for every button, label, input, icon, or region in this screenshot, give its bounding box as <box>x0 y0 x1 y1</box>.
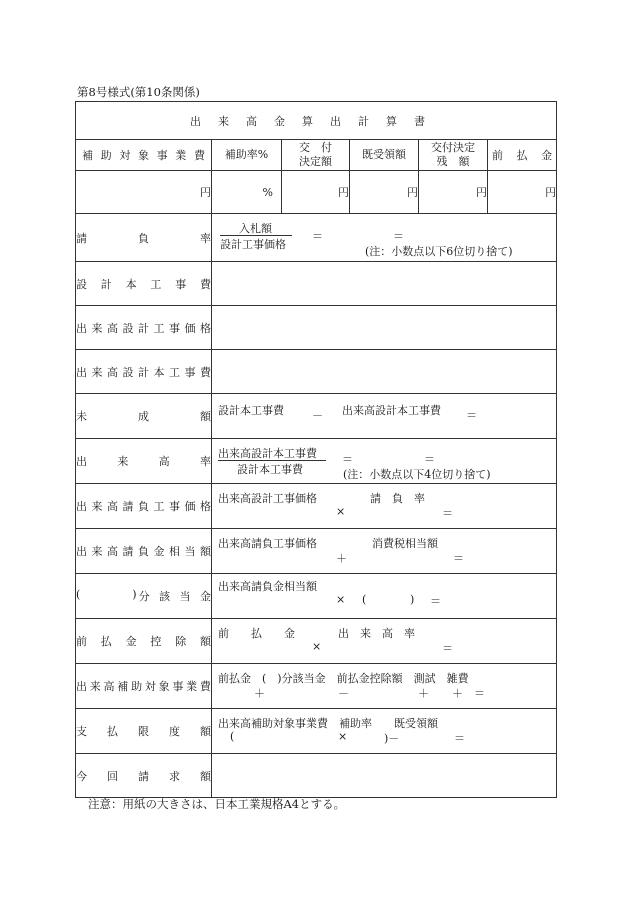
target-cost-value[interactable] <box>76 171 212 214</box>
output-contract-amount-label <box>76 529 212 574</box>
contract-rate-label <box>76 214 212 262</box>
label-char: 設 <box>122 321 134 335</box>
output-contract-amount-term2: 消費税相当額 <box>372 537 438 550</box>
label-char: 業 <box>175 149 187 162</box>
share-op: × <box>336 593 346 606</box>
label-char: 費 <box>199 680 211 693</box>
share-label-paren-close: ) <box>132 588 137 601</box>
label-char: 本 <box>125 277 137 291</box>
label-char: 成 <box>138 410 149 423</box>
label-char: 事 <box>184 365 196 379</box>
output-rate-eq1: ＝ <box>342 453 353 466</box>
label-char: 負 <box>138 545 149 558</box>
label-char: 象 <box>158 680 170 693</box>
unfinished-term2: 出来高設計本工事費 <box>342 404 441 417</box>
header-grant-decision <box>282 140 350 171</box>
label-char: 額 <box>199 635 211 648</box>
payment-limit-label-text <box>76 723 211 739</box>
label-char: 回 <box>107 769 118 783</box>
label-char: 格 <box>200 500 211 513</box>
payment-limit-cell[interactable] <box>212 709 557 754</box>
label-char: 出 <box>76 455 87 468</box>
output-contract-price-term1: 出来高設計工事価格 <box>218 492 317 505</box>
label-char: 来 <box>91 321 103 335</box>
label-char: 来 <box>91 545 103 558</box>
output-target-cost-label-text <box>76 678 211 694</box>
received-value[interactable] <box>350 171 419 214</box>
output-target-cost-plus2: ＋ <box>418 687 429 700</box>
label-char: 求 <box>169 769 180 783</box>
label-char: 負 <box>138 231 149 245</box>
label-char: 度 <box>169 725 180 738</box>
label-char: 補 <box>117 680 129 693</box>
label-char: 除 <box>175 635 187 648</box>
label-char: 価 <box>184 321 196 335</box>
header-advance-text <box>488 147 556 163</box>
advance-value[interactable] <box>488 171 557 214</box>
label-char: 設 <box>122 365 134 379</box>
output-design-price-label-text <box>76 320 211 336</box>
output-contract-price-eq: ＝ <box>442 507 453 520</box>
contract-rate-numerator: 入札額 <box>239 222 272 235</box>
label-char: 来 <box>91 365 103 379</box>
design-main-cost-cell[interactable] <box>212 262 557 306</box>
unfinished-cell[interactable] <box>212 394 557 439</box>
advance-deduction-cell[interactable] <box>212 619 557 664</box>
design-main-cost-label <box>76 262 212 306</box>
label-char: 事 <box>156 149 168 162</box>
label-char: 事 <box>175 277 187 291</box>
output-contract-price-label-text <box>76 498 211 514</box>
unfinished-term1: 設計本工事費 <box>218 404 284 417</box>
contract-rate-eq2: ＝ <box>393 230 404 243</box>
output-contract-price-op: × <box>336 505 346 518</box>
output-rate-cell[interactable] <box>212 439 557 484</box>
label-char: 価 <box>184 500 196 513</box>
label-char: 率 <box>199 455 211 468</box>
contract-rate-denominator: 設計工事価格 <box>220 238 286 251</box>
output-target-cost-line1: 前払金 ( )分該当金 前払金控除額 測試 雑費 <box>218 672 469 685</box>
output-design-main-cost-label <box>76 350 212 394</box>
label-char: 助 <box>131 680 143 693</box>
header-grant-decision-top: 交 付 <box>299 141 332 154</box>
label-char: 分 <box>138 590 150 603</box>
unfinished-eq: ＝ <box>466 409 477 422</box>
form-number: 第8号様式(第10条関係) <box>77 85 200 99</box>
label-char: 事 <box>172 680 184 693</box>
share-paren-open: ( <box>362 593 367 606</box>
output-contract-amount-label-text <box>76 543 211 559</box>
label-char: 格 <box>200 321 211 335</box>
calculation-form <box>75 101 557 798</box>
label-char: 事 <box>169 500 180 513</box>
label-char: 高 <box>107 365 118 379</box>
label-char: 費 <box>199 277 211 291</box>
output-rate-label <box>76 439 212 484</box>
output-target-cost-label <box>76 664 212 709</box>
design-main-cost-label-text <box>76 276 211 292</box>
payment-limit-paren-close: )－ <box>384 732 400 745</box>
label-char: 象 <box>137 149 149 162</box>
output-contract-price-cell[interactable] <box>212 484 557 529</box>
output-rate-denominator: 設計本工事費 <box>237 463 303 476</box>
label-char: 前 <box>76 635 87 648</box>
label-char: 費 <box>193 149 205 162</box>
output-contract-price-term2: 請 負 率 <box>370 492 425 505</box>
output-contract-amount-op: ＋ <box>336 552 347 565</box>
output-contract-amount-term1: 出来高請負工事価格 <box>218 537 317 550</box>
output-contract-amount-cell[interactable] <box>212 529 557 574</box>
yen-unit: 円 <box>407 186 418 199</box>
header-remaining <box>419 140 488 171</box>
label-char: 請 <box>122 500 134 513</box>
payment-limit-label <box>76 709 212 754</box>
label-char: 高 <box>103 680 115 693</box>
paper-size-note: 注意：用紙の大きさは、日本工業規格A4とする。 <box>88 797 346 811</box>
advance-deduction-label <box>76 619 212 664</box>
share-label-paren-open: ( <box>76 588 81 601</box>
output-contract-price-label <box>76 484 212 529</box>
header-rate: 補助率% <box>212 140 282 171</box>
label-char: 金 <box>541 149 553 162</box>
label-char: 金 <box>153 545 165 558</box>
label-char: 高 <box>107 500 118 513</box>
payment-limit-op: × <box>338 730 348 743</box>
label-char: 出 <box>76 321 87 335</box>
remaining-value[interactable] <box>419 171 488 214</box>
label-char: 補 <box>82 149 93 162</box>
this-claim-label-text <box>76 768 211 784</box>
share-cell[interactable] <box>212 574 557 619</box>
label-char: 出 <box>76 500 87 513</box>
label-char: 計 <box>138 321 149 335</box>
header-grant-decision-bottom: 決定額 <box>299 155 332 168</box>
label-char: 金 <box>200 590 211 603</box>
label-char: 費 <box>200 365 211 379</box>
label-char: 工 <box>150 277 162 291</box>
label-char: 前 <box>492 149 503 162</box>
unfinished-label-text <box>76 408 211 424</box>
label-char: 設 <box>76 277 87 291</box>
advance-deduction-term1: 前 払 金 <box>218 627 295 640</box>
yen-unit: 円 <box>476 186 487 199</box>
label-char: 当 <box>184 545 196 558</box>
label-char: 請 <box>122 545 134 558</box>
form-title: 出来高金算出計算書 <box>76 102 557 140</box>
rate-value[interactable] <box>212 171 282 214</box>
label-char: 当 <box>179 590 191 603</box>
yen-unit: 円 <box>545 186 557 199</box>
label-char: 負 <box>138 500 149 513</box>
label-char: 金 <box>125 635 137 648</box>
label-char: 業 <box>186 680 198 693</box>
label-char: 率 <box>200 231 211 245</box>
label-char: 工 <box>169 365 180 379</box>
contract-rate-label-text <box>76 230 211 246</box>
output-design-price-cell[interactable] <box>212 306 557 350</box>
label-char: 対 <box>119 149 131 162</box>
label-char: 額 <box>200 545 211 558</box>
label-char: 助 <box>100 149 112 162</box>
label-char: 請 <box>138 769 149 783</box>
label-char: 限 <box>138 725 149 738</box>
label-char: 該 <box>159 590 171 603</box>
output-contract-amount-eq: ＝ <box>453 552 464 565</box>
payment-limit-paren-open: ( <box>230 730 235 743</box>
this-claim-cell[interactable] <box>212 754 557 798</box>
label-char: 工 <box>153 321 165 335</box>
label-char: 出 <box>76 365 87 379</box>
contract-rate-eq1: ＝ <box>312 230 323 243</box>
label-char: 控 <box>150 635 162 648</box>
output-design-main-cost-cell[interactable] <box>212 350 557 394</box>
label-char: 払 <box>516 149 528 162</box>
label-char: 事 <box>169 321 180 335</box>
output-rate-numerator: 出来高設計本工事費 <box>218 447 317 460</box>
output-rate-eq2: ＝ <box>424 453 435 466</box>
header-remaining-top: 交付決定 <box>431 141 475 154</box>
output-design-main-cost-label-text <box>76 364 211 380</box>
share-term1: 出来高請負金相当額 <box>218 580 317 593</box>
output-design-price-label <box>76 306 212 350</box>
label-char: 払 <box>107 725 118 738</box>
share-paren-close: ) <box>410 593 415 606</box>
header-target-cost <box>76 140 212 171</box>
output-target-cost-plus1: ＋ <box>254 687 265 700</box>
label-char: 支 <box>76 725 87 738</box>
label-char: 出 <box>76 545 87 558</box>
output-rate-label-text <box>76 453 211 469</box>
output-target-cost-plus3: ＋ <box>452 687 463 700</box>
label-char: 請 <box>76 231 87 245</box>
label-char: 来 <box>89 680 101 693</box>
share-label <box>76 574 212 619</box>
grant-decision-value[interactable] <box>282 171 350 214</box>
advance-deduction-op: × <box>312 640 322 653</box>
yen-unit: 円 <box>200 186 211 199</box>
share-eq: ＝ <box>430 595 441 608</box>
label-char: 工 <box>153 500 165 513</box>
this-claim-label <box>76 754 212 798</box>
label-char: 計 <box>100 277 112 291</box>
payment-limit-eq: ＝ <box>454 732 465 745</box>
unfinished-op: － <box>312 409 323 422</box>
percent-unit: % <box>262 185 273 199</box>
output-target-cost-cell[interactable] <box>212 664 557 709</box>
label-char: 未 <box>76 410 87 423</box>
unfinished-label <box>76 394 212 439</box>
share-label-text <box>139 588 211 604</box>
label-char: 出 <box>76 680 87 693</box>
label-char: 額 <box>200 725 211 738</box>
label-char: 本 <box>153 365 165 379</box>
advance-deduction-eq: ＝ <box>442 642 453 655</box>
contract-rate-cell[interactable] <box>212 214 557 262</box>
label-char: 高 <box>107 321 118 335</box>
advance-deduction-term2: 出 来 高 率 <box>338 627 415 640</box>
label-char: 相 <box>169 545 180 558</box>
label-char: 額 <box>200 769 211 783</box>
header-target-cost-text <box>76 147 211 163</box>
output-rate-note: (注：小数点以下4位切り捨て) <box>343 468 491 481</box>
header-received: 既受領額 <box>350 140 419 171</box>
output-target-cost-minus: － <box>338 687 349 700</box>
label-char: 高 <box>107 545 118 558</box>
output-target-cost-eq: ＝ <box>474 687 485 700</box>
contract-rate-note: (注：小数点以下6位切り捨て) <box>365 245 513 258</box>
label-char: 対 <box>144 680 156 693</box>
label-char: 今 <box>76 769 87 783</box>
yen-unit: 円 <box>338 186 349 199</box>
header-remaining-bottom: 残 額 <box>436 155 470 168</box>
advance-deduction-label-text <box>76 633 211 649</box>
label-char: 高 <box>158 455 170 468</box>
label-char: 来 <box>91 500 103 513</box>
label-char: 計 <box>138 365 149 379</box>
label-char: 払 <box>100 635 112 648</box>
label-char: 来 <box>117 455 129 468</box>
label-char: 額 <box>200 410 211 423</box>
header-advance <box>488 140 557 171</box>
payment-limit-line1: 出来高補助対象事業費 補助率 既受領額 <box>218 717 438 730</box>
